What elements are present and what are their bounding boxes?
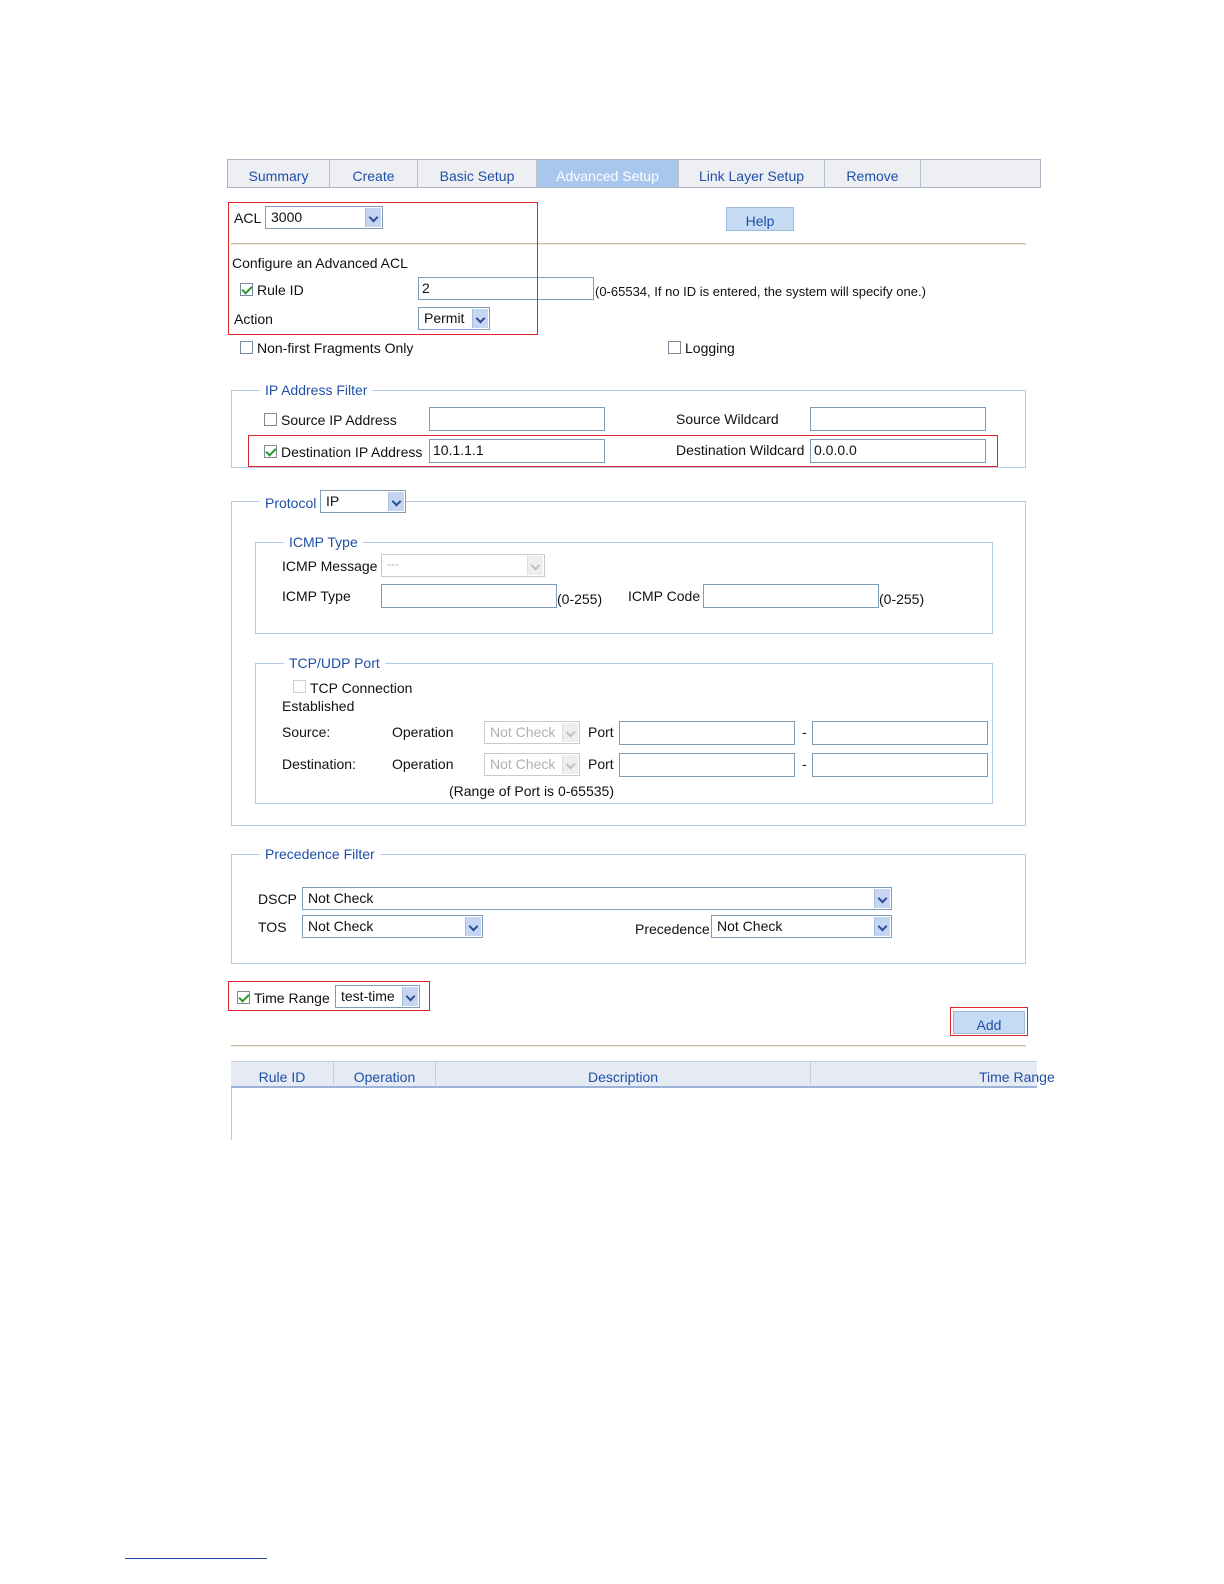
source-ip-checkbox[interactable] bbox=[264, 413, 277, 426]
non-first-fragments-label: Non-first Fragments Only bbox=[257, 340, 414, 356]
highlight-box bbox=[248, 435, 998, 467]
source-port-text: Port bbox=[588, 724, 614, 740]
source-operation-label: Operation bbox=[392, 724, 454, 740]
dscp-select[interactable] bbox=[302, 887, 892, 910]
dscp-label: DSCP bbox=[258, 891, 297, 907]
icmp-type-range: (0-255) bbox=[557, 591, 603, 607]
column-operation[interactable]: Operation bbox=[334, 1062, 436, 1087]
protocol-select-value: IP bbox=[326, 493, 340, 509]
column-time-range[interactable]: Time Range bbox=[979, 1069, 1055, 1085]
chevron-down-icon bbox=[527, 556, 543, 575]
destination-ip-label: Destination IP Address bbox=[281, 444, 423, 460]
highlight-box bbox=[950, 1007, 1028, 1036]
destination-ip-input[interactable]: 10.1.1.1 bbox=[429, 439, 605, 463]
tcp-udp-port-legend: TCP/UDP Port bbox=[284, 655, 385, 671]
icmp-type-fieldset bbox=[255, 542, 993, 634]
dscp-select-value: Not Check bbox=[308, 890, 374, 906]
highlight-box bbox=[228, 202, 538, 335]
source-operation-value: Not Check bbox=[490, 724, 556, 740]
time-range-label: Time Range bbox=[254, 990, 330, 1006]
source-port-end-input[interactable] bbox=[812, 721, 988, 745]
icmp-code-input[interactable] bbox=[703, 584, 879, 608]
icmp-message-value: --- bbox=[387, 557, 399, 571]
tos-select[interactable] bbox=[302, 915, 483, 938]
tos-select-value: Not Check bbox=[308, 918, 374, 934]
precedence-select[interactable] bbox=[711, 915, 892, 938]
precedence-filter-legend: Precedence Filter bbox=[260, 846, 380, 862]
acl-label: ACL bbox=[234, 210, 262, 226]
destination-wildcard-label: Destination Wildcard bbox=[676, 442, 805, 458]
rule-id-label: Rule ID bbox=[257, 282, 304, 298]
divider bbox=[231, 1045, 1026, 1047]
destination-port-label: Destination: bbox=[282, 756, 356, 772]
add-button[interactable]: Add bbox=[953, 1011, 1025, 1034]
time-range-select-value: test-time bbox=[341, 988, 395, 1004]
source-ip-input[interactable] bbox=[429, 407, 605, 431]
help-button[interactable]: Help bbox=[726, 207, 794, 231]
rules-table-header bbox=[231, 1061, 1055, 1088]
column-rule-id[interactable]: Rule ID bbox=[231, 1062, 334, 1087]
destination-wildcard-input[interactable]: 0.0.0.0 bbox=[810, 439, 986, 463]
source-port-label: Source: bbox=[282, 724, 331, 740]
table-body-border bbox=[231, 1088, 232, 1140]
source-port-dash: - bbox=[802, 724, 807, 740]
tcp-established-label: Established bbox=[282, 698, 355, 714]
destination-operation-select[interactable] bbox=[484, 753, 580, 776]
column-description[interactable]: Description bbox=[436, 1062, 811, 1087]
source-ip-label: Source IP Address bbox=[281, 412, 397, 428]
source-wildcard-label: Source Wildcard bbox=[676, 411, 779, 427]
icmp-type-input[interactable] bbox=[381, 584, 557, 608]
icmp-code-label: ICMP Code bbox=[628, 588, 701, 604]
tab-summary[interactable]: Summary bbox=[228, 160, 330, 187]
source-wildcard-input[interactable] bbox=[810, 407, 986, 431]
chevron-down-icon bbox=[562, 723, 578, 742]
protocol-legend: Protocol bbox=[260, 495, 321, 511]
tos-label: TOS bbox=[258, 919, 287, 935]
non-first-fragments-checkbox[interactable] bbox=[240, 341, 253, 354]
footnote-line bbox=[125, 1558, 267, 1559]
icmp-message-label: ICMP Message bbox=[282, 558, 378, 574]
destination-operation-label: Operation bbox=[392, 756, 454, 772]
port-range-note: (Range of Port is 0-65535) bbox=[449, 783, 614, 799]
source-port-start-input[interactable] bbox=[619, 721, 795, 745]
precedence-select-value: Not Check bbox=[717, 918, 783, 934]
destination-port-text: Port bbox=[588, 756, 614, 772]
acl-select-value: 3000 bbox=[271, 209, 303, 225]
action-label: Action bbox=[234, 311, 273, 327]
chevron-down-icon bbox=[874, 917, 890, 936]
destination-port-end-input[interactable] bbox=[812, 753, 988, 777]
tab-link-layer-setup[interactable]: Link Layer Setup bbox=[679, 160, 825, 187]
rule-id-input[interactable]: 2 bbox=[418, 277, 594, 300]
protocol-select[interactable] bbox=[320, 490, 406, 513]
section-title: Configure an Advanced ACL bbox=[232, 255, 408, 271]
tcp-established-checkbox[interactable] bbox=[293, 680, 306, 693]
chevron-down-icon bbox=[562, 755, 578, 774]
ip-address-filter-legend: IP Address Filter bbox=[260, 382, 372, 398]
rule-id-hint: (0-65534, If no ID is entered, the system will specify one.) bbox=[595, 284, 926, 299]
destination-port-start-input[interactable] bbox=[619, 753, 795, 777]
icmp-type-legend: ICMP Type bbox=[284, 534, 363, 550]
tcp-connection-label: TCP Connection bbox=[310, 680, 413, 696]
tab-basic-setup[interactable]: Basic Setup bbox=[418, 160, 537, 187]
chevron-down-icon bbox=[388, 492, 404, 511]
logging-label: Logging bbox=[685, 340, 735, 356]
destination-port-dash: - bbox=[802, 756, 807, 772]
tab-advanced-setup[interactable]: Advanced Setup bbox=[537, 160, 679, 187]
precedence-label: Precedence bbox=[635, 921, 710, 937]
tab-remove[interactable]: Remove bbox=[825, 160, 921, 187]
tab-create[interactable]: Create bbox=[330, 160, 418, 187]
icmp-type-label: ICMP Type bbox=[282, 588, 351, 604]
chevron-down-icon bbox=[465, 917, 481, 936]
icmp-message-select[interactable] bbox=[381, 554, 545, 577]
action-select-value: Permit bbox=[424, 310, 465, 326]
logging-checkbox[interactable] bbox=[668, 341, 681, 354]
chevron-down-icon bbox=[874, 889, 890, 908]
highlight-box bbox=[228, 981, 430, 1011]
tab-bar bbox=[227, 159, 1041, 188]
icmp-code-range: (0-255) bbox=[879, 591, 925, 607]
destination-operation-value: Not Check bbox=[490, 756, 556, 772]
source-operation-select[interactable] bbox=[484, 721, 580, 744]
